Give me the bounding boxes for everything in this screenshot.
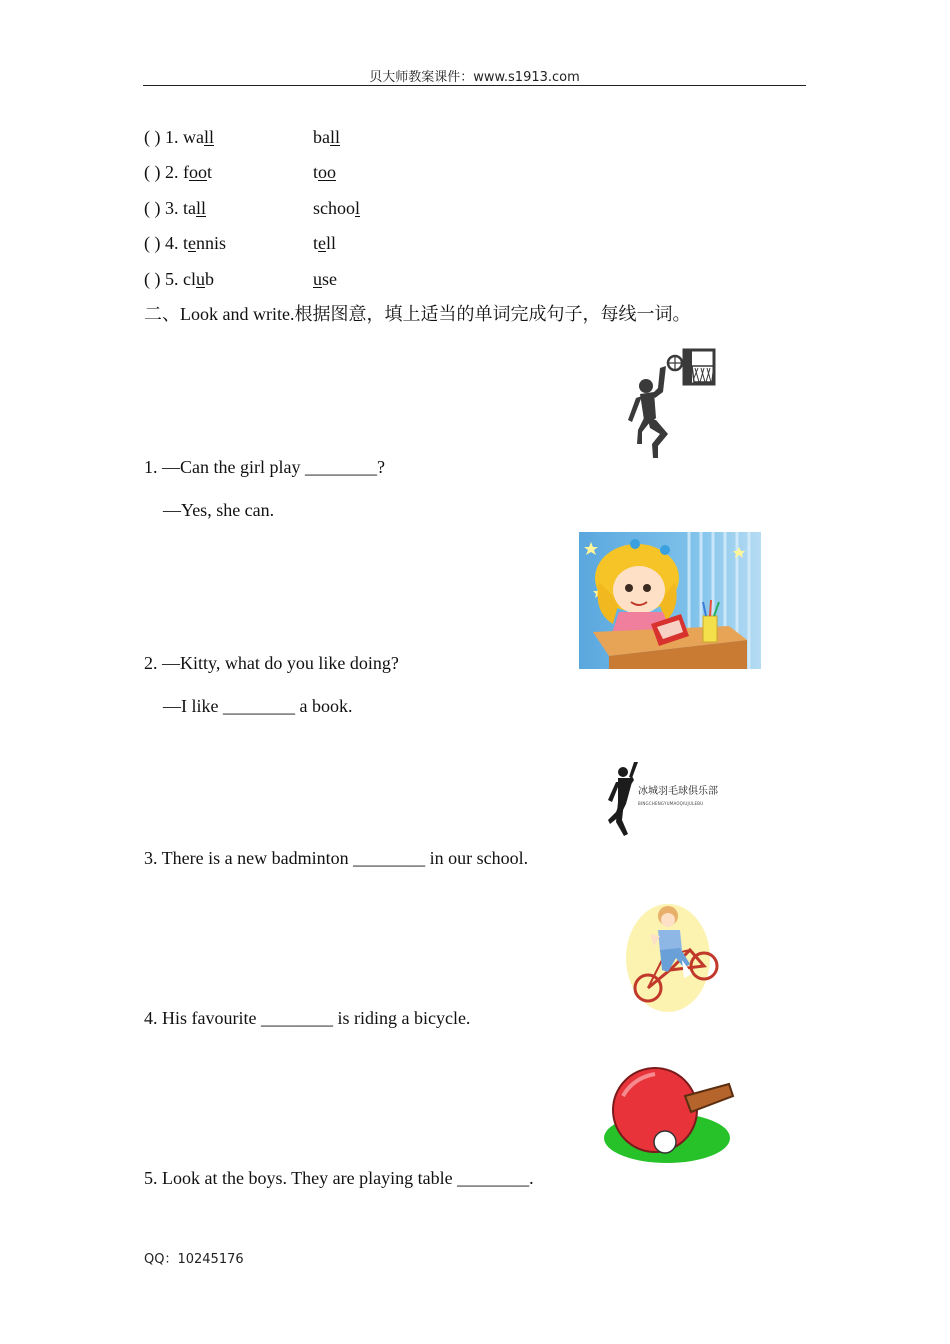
boy-riding-bicycle-image xyxy=(624,900,720,1014)
match-row-3-left: ( ) 3. tall xyxy=(144,198,207,218)
page-header: 贝大师教案课件：www.s1913.com xyxy=(369,70,580,85)
girl-reading-image xyxy=(579,532,761,669)
question-5: 5. Look at the boys. They are playing table ________. xyxy=(144,1168,534,1188)
page-footer: QQ：10245176 xyxy=(144,1252,244,1267)
match-row-4-right: tell xyxy=(313,233,337,253)
match-row-5-left: ( ) 5. club xyxy=(144,269,214,289)
club-logo-pinyin: BINGCHENGYUMAOQIUJULEBU xyxy=(638,801,704,806)
badminton-player-icon xyxy=(604,760,644,840)
question-3: 3. There is a new badminton ________ in our school. xyxy=(144,848,529,868)
match-row-2-right: too xyxy=(313,162,337,182)
badminton-club-logo xyxy=(604,760,724,840)
match-row-5-right: use xyxy=(313,269,337,289)
match-row-2-left: ( ) 2. foot xyxy=(144,162,213,182)
match-row-1-right: ball xyxy=(313,127,341,147)
question-2-line-1: 2. —Kitty, what do you like doing? xyxy=(144,653,399,673)
question-1-line-2: —Yes, she can. xyxy=(163,500,275,520)
match-row-3-right: school xyxy=(313,198,361,218)
basketball-player-image xyxy=(622,348,718,462)
part2-title: 二、Look and write.根据图意，填上适当的单词完成句子，每线一词。 xyxy=(144,304,691,324)
header-rule xyxy=(143,85,806,86)
question-1-line-1: 1. —Can the girl play ________? xyxy=(144,457,385,477)
match-row-4-left: ( ) 4. tennis xyxy=(144,233,227,253)
question-2-line-2: —I like ________ a book. xyxy=(163,696,353,716)
question-4: 4. His favourite ________ is riding a bicycle. xyxy=(144,1008,471,1028)
table-tennis-paddle-image xyxy=(603,1066,735,1164)
club-logo-chinese: 冰城羽毛球俱乐部 xyxy=(638,786,718,797)
match-row-1-left: ( ) 1. wall xyxy=(144,127,215,147)
